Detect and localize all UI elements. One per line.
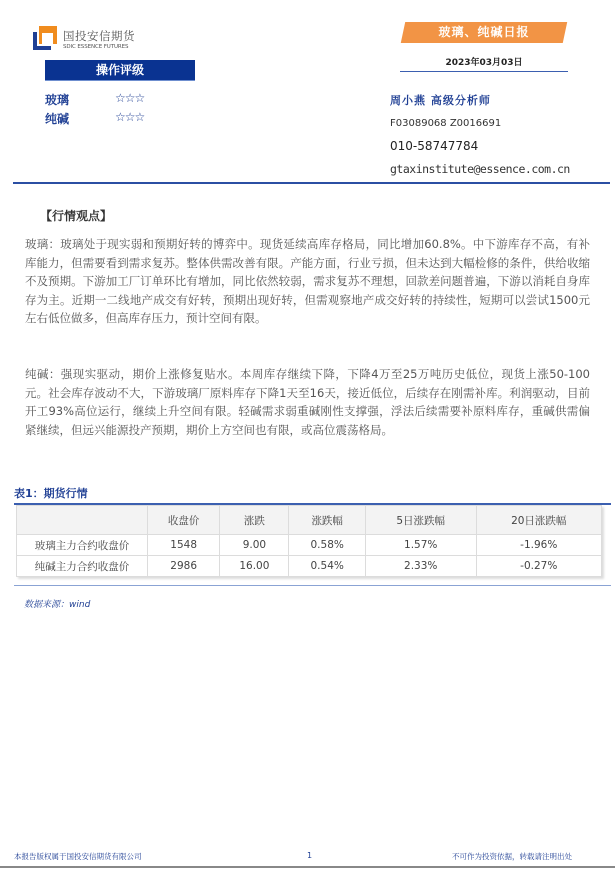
analyst-email[interactable]: gtaxinstitute@essence.com.cn <box>390 162 570 176</box>
table-cell: 0.58% <box>289 535 365 556</box>
section-heading: 【行情观点】 <box>40 209 113 223</box>
data-source: 数据来源：wind <box>24 600 91 610</box>
table-header-cell: 涨跌幅 <box>289 506 365 535</box>
table-header-cell: 5日涨跌幅 <box>365 506 476 535</box>
logo-chinese-name: 国投安信期货 <box>63 29 135 43</box>
table-title: 表1：期货行情 <box>14 487 88 500</box>
star-rating-glass-icon: ☆☆☆ <box>115 91 145 105</box>
report-date: 2023年03月03日 <box>400 55 568 72</box>
report-title: 玻璃、纯碱日报 <box>438 25 530 39</box>
logo-english-name: SDIC ESSENCE FUTURES <box>63 44 129 50</box>
company-logo <box>33 24 153 54</box>
table-cell: -0.27% <box>476 556 602 577</box>
table-header-cell: 收盘价 <box>148 506 220 535</box>
page-number: 1 <box>307 851 313 860</box>
rating-label-soda-ash: 纯碱 <box>45 112 70 126</box>
table-cell: 2986 <box>148 556 220 577</box>
paragraph-soda-ash: 纯碱：强现实驱动，期价上涨修复贴水。本周库存继续下降，下降4万至25万吨历史低位，现货上涨50-100元。社会库存波动不大，下游玻璃厂原料库存下降1天至16天，接近低位，后续存在刚需补库。利润驱动，目前开工93%高位运行，继续上升空间有限。轻碱需求弱重碱刚性支撑强，浮法后续需要补原料库存，重碱供需偏紧继续，但远兴能源投产预期，期价上方空间也有限，或高位震荡格局。 <box>25 367 590 437</box>
table-header-cell <box>17 506 148 535</box>
rating-label-glass: 玻璃 <box>45 93 70 107</box>
table-cell: 纯碱主力合约收盘价 <box>17 556 148 577</box>
table-cell: 1.57% <box>365 535 476 556</box>
table-cell: 玻璃主力合约收盘价 <box>17 535 148 556</box>
table-cell: 9.00 <box>220 535 289 556</box>
logo-mark-icon <box>33 24 59 52</box>
table-header-row <box>17 506 602 535</box>
table-cell: 0.54% <box>289 556 365 577</box>
analyst-phone: 010-58747784 <box>390 139 479 153</box>
rating-header: 操作评级 <box>45 60 195 81</box>
table-cell: 2.33% <box>365 556 476 577</box>
footer-divider <box>0 866 615 868</box>
table-header-cell: 20日涨跌幅 <box>476 506 602 535</box>
futures-table <box>16 505 602 577</box>
table-header-cell: 涨跌 <box>220 506 289 535</box>
footer-copyright: 本报告版权属于国投安信期货有限公司 <box>14 852 142 861</box>
table-bottom-rule <box>14 585 611 586</box>
paragraph-glass: 玻璃：玻璃处于现实弱和预期好转的博弈中。现货延续高库存格局，同比增加60.8%。中下游库存不高，有补库能力，但需要看到需求复苏。整体供需改善有限。产能方面，行业亏损，但未达到大幅检修的条件，供给收缩不及预期。下游加工厂订单环比有增加，同比依然较弱，需求复苏不理想，回款差问题普遍，下游以消耗自身库存为主。近期一二线地产成交有好转，预期出现好转，但需观察地产成交好转的持续性，短期可以尝试1500元左右低位做多，但高库存压力，预计空间有限。 <box>25 237 590 325</box>
table-cell: 1548 <box>148 535 220 556</box>
star-rating-soda-ash-icon: ☆☆☆ <box>115 110 145 124</box>
table-cell: 16.00 <box>220 556 289 577</box>
analyst-name: 周小燕 高级分析师 <box>390 94 491 107</box>
header-divider <box>13 182 610 184</box>
table-row <box>17 535 602 556</box>
analyst-license-ids: F03089068 Z0016691 <box>390 118 502 129</box>
table-cell: -1.96% <box>476 535 602 556</box>
table-row <box>17 556 602 577</box>
footer-disclaimer: 不可作为投资依据，转载请注明出处 <box>452 852 572 861</box>
